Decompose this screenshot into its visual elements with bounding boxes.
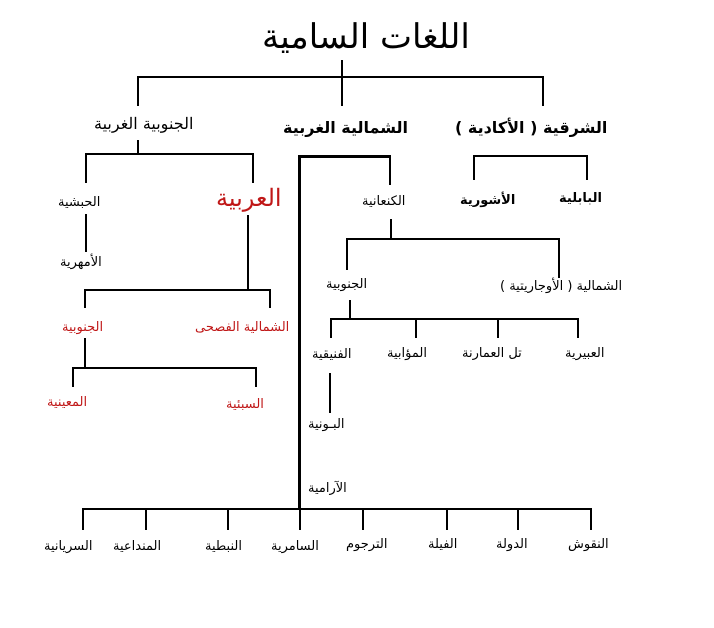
connector-line <box>415 318 417 338</box>
node-sabaean: السبئية <box>226 397 264 412</box>
connector-line <box>590 508 592 530</box>
connector-line <box>247 215 249 290</box>
connector-line <box>586 155 588 180</box>
node-north-ugaritic: الشمالية ( الأوجاريتية ) <box>500 279 623 294</box>
connector-line <box>82 508 84 530</box>
node-canaanite: الكنعانية <box>362 194 406 209</box>
connector-line <box>82 508 592 510</box>
aramaic-child: الدولة <box>496 537 528 552</box>
branch-northwestern: الشمالية الغربية <box>283 118 409 137</box>
connector-line <box>362 508 364 530</box>
connector-line <box>252 153 254 183</box>
connector-line <box>341 60 343 77</box>
connector-line <box>269 289 271 308</box>
connector-line <box>255 367 257 387</box>
branch-eastern-akkadian: الشرقية ( الأكادية ) <box>455 118 608 137</box>
connector-line <box>137 76 139 106</box>
connector-line <box>84 289 271 291</box>
connector-line <box>84 338 86 368</box>
aramaic-child: المنداعية <box>113 539 162 554</box>
node-arabic: العربية <box>216 184 282 212</box>
node-amharic: الأمهرية <box>60 255 102 270</box>
connector-line <box>72 367 74 387</box>
connector-line <box>72 367 257 369</box>
connector-line <box>137 140 139 153</box>
connector-line <box>299 508 301 530</box>
aramaic-child: النقوش <box>568 537 609 552</box>
connector-line <box>389 155 391 185</box>
aramaic-child: النبطية <box>205 539 242 554</box>
connector-line <box>84 289 86 308</box>
aramaic-child: السريانية <box>44 539 93 554</box>
node-southern-arabic: الجنوبية <box>62 320 104 335</box>
connector-line <box>390 219 392 239</box>
aramaic-child: السامرية <box>271 539 319 554</box>
aramaic-child: الفيلة <box>428 537 458 552</box>
node-north-classical: الشمالية الفصحى <box>195 320 290 335</box>
connector-line <box>329 373 331 413</box>
node-moabite: المؤابية <box>387 346 427 361</box>
connector-line <box>85 214 87 252</box>
connector-line <box>330 318 579 320</box>
connector-line <box>298 155 301 509</box>
node-southern-canaanite: الجنوبية <box>326 277 368 292</box>
node-tell-amarna: تل العمارنة <box>462 346 522 361</box>
connector-line <box>542 76 544 106</box>
connector-line <box>346 238 348 270</box>
node-aramaic: الآرامية <box>308 481 347 496</box>
node-hebrew: العبيرية <box>565 346 605 361</box>
diagram-title: اللغات السامية <box>262 17 470 57</box>
connector-line <box>300 155 391 158</box>
node-ethiopic: الحبشية <box>58 195 101 210</box>
aramaic-child: الترجوم <box>346 537 388 552</box>
connector-line <box>446 508 448 530</box>
node-minaean: المعينية <box>47 395 88 410</box>
connector-line <box>85 153 87 183</box>
connector-line <box>473 155 588 157</box>
connector-line <box>349 300 351 319</box>
connector-line <box>341 76 343 106</box>
node-punic: البـونية <box>308 417 345 432</box>
connector-line <box>330 318 332 338</box>
connector-line <box>145 508 147 530</box>
connector-line <box>497 318 499 338</box>
connector-line <box>227 508 229 530</box>
connector-line <box>85 153 254 155</box>
node-phoenician: الفنيقية <box>312 347 352 362</box>
connector-line <box>577 318 579 338</box>
connector-line <box>473 155 475 180</box>
node-assyrian: الأشورية <box>460 193 516 208</box>
connector-line <box>137 76 543 78</box>
node-babylonian: البابلية <box>559 191 602 206</box>
branch-southwestern: الجنوبية الغربية <box>94 114 194 133</box>
connector-line <box>517 508 519 530</box>
connector-line <box>558 238 560 278</box>
connector-line <box>346 238 560 240</box>
